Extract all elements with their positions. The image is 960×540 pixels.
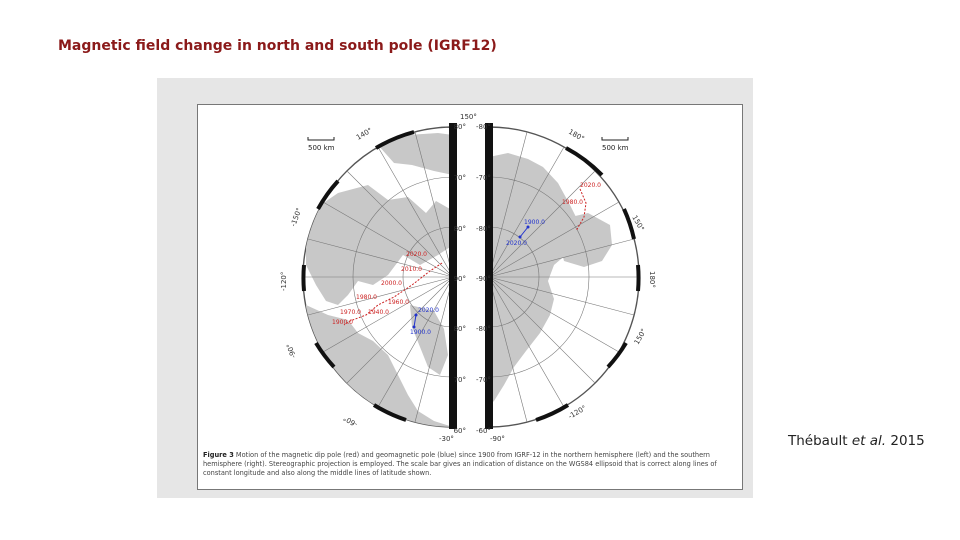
north-dip-pole-year: 1940.0 (368, 309, 389, 316)
south-lon-label: -90° (490, 435, 505, 443)
south-scale-bar (602, 137, 629, 152)
south-lon-label: 180° (567, 127, 586, 144)
north-lon-label: 150° (460, 113, 477, 121)
north-lon-label: -30° (439, 435, 454, 443)
north-lat-label: 70° (453, 376, 466, 384)
south-geomagnetic-year: 2020.0 (506, 240, 527, 247)
slide-title: Magnetic field change in north and south pole (IGRF12) (58, 38, 497, 54)
citation-author: Thébault (788, 433, 848, 449)
south-lon-label: -120° (567, 404, 588, 421)
north-lon-label: -150° (289, 206, 304, 228)
north-lon-label: 140° (355, 126, 374, 142)
south-dip-pole-year: 1980.0 (562, 199, 583, 206)
south-geomagnetic-pole-2020 (519, 236, 522, 239)
north-lat-label: 90° (453, 275, 466, 283)
north-dip-pole-year: 1970.0 (340, 309, 361, 316)
north-hemisphere-map (280, 113, 477, 443)
south-lat-label: -60° (476, 427, 491, 435)
south-lon-label: 150° (630, 214, 646, 233)
south-lat-label: -70° (476, 376, 491, 384)
figure-frame (157, 78, 753, 498)
north-dip-pole-year: 1960.0 (388, 299, 409, 306)
south-lat-label: -90° (476, 275, 491, 283)
polar-maps (198, 105, 743, 490)
north-lon-label: -60° (342, 413, 359, 429)
south-hemisphere-map (476, 123, 656, 443)
figure-caption (203, 451, 733, 478)
citation-year: 2015 (890, 433, 925, 449)
figure-caption-label: Figure 3 (203, 451, 234, 459)
north-lat-label: 80° (453, 123, 466, 131)
figure-caption-text: Motion of the magnetic dip pole (red) and geomagnetic pole (blue) since 1900 from IGRF-12 in the northern hemisphere (left) and the southern hemisphere (right). Stereographic projection is employed. The scale bar gives an indication of distance on the WGS84 ellipsoid that is correct along lines of constant longitude and also along the middle lines of latitude shown. (203, 451, 717, 477)
north-lon-label: -120° (280, 271, 288, 291)
north-dip-pole-year: 2010.0 (401, 266, 422, 273)
north-lat-label: 80° (453, 325, 466, 333)
south-lat-label: -70° (476, 174, 491, 182)
north-lon-label: -90° (285, 342, 298, 360)
north-dip-pole-year: 1980.0 (356, 294, 377, 301)
north-dip-pole-year: 1900.0 (332, 319, 353, 326)
north-geomagnetic-year: 1900.0 (410, 329, 431, 336)
north-lat-label: 70° (453, 174, 466, 182)
figure-image (197, 104, 743, 490)
north-lat-label: 60° (453, 427, 466, 435)
south-dip-pole-year: 2020.0 (580, 182, 601, 189)
north-geomagnetic-year: 2020.0 (418, 307, 439, 314)
svg-text:500 km: 500 km (308, 144, 335, 152)
svg-text:500 km: 500 km (602, 144, 629, 152)
north-lat-label: 80° (453, 225, 466, 233)
south-lon-label: 180° (648, 271, 656, 288)
south-lat-label: -80° (476, 225, 491, 233)
south-geomagnetic-year: 1900.0 (524, 219, 545, 226)
south-lon-label: 150° (632, 327, 649, 346)
south-lat-label: -80° (476, 123, 491, 131)
north-dip-pole-year: 2020.0 (406, 251, 427, 258)
north-scale-bar (308, 137, 335, 152)
citation-etal: et al. (851, 433, 887, 449)
citation (788, 433, 925, 449)
south-lat-label: -80° (476, 325, 491, 333)
north-dip-pole-year: 2000.0 (381, 280, 402, 287)
